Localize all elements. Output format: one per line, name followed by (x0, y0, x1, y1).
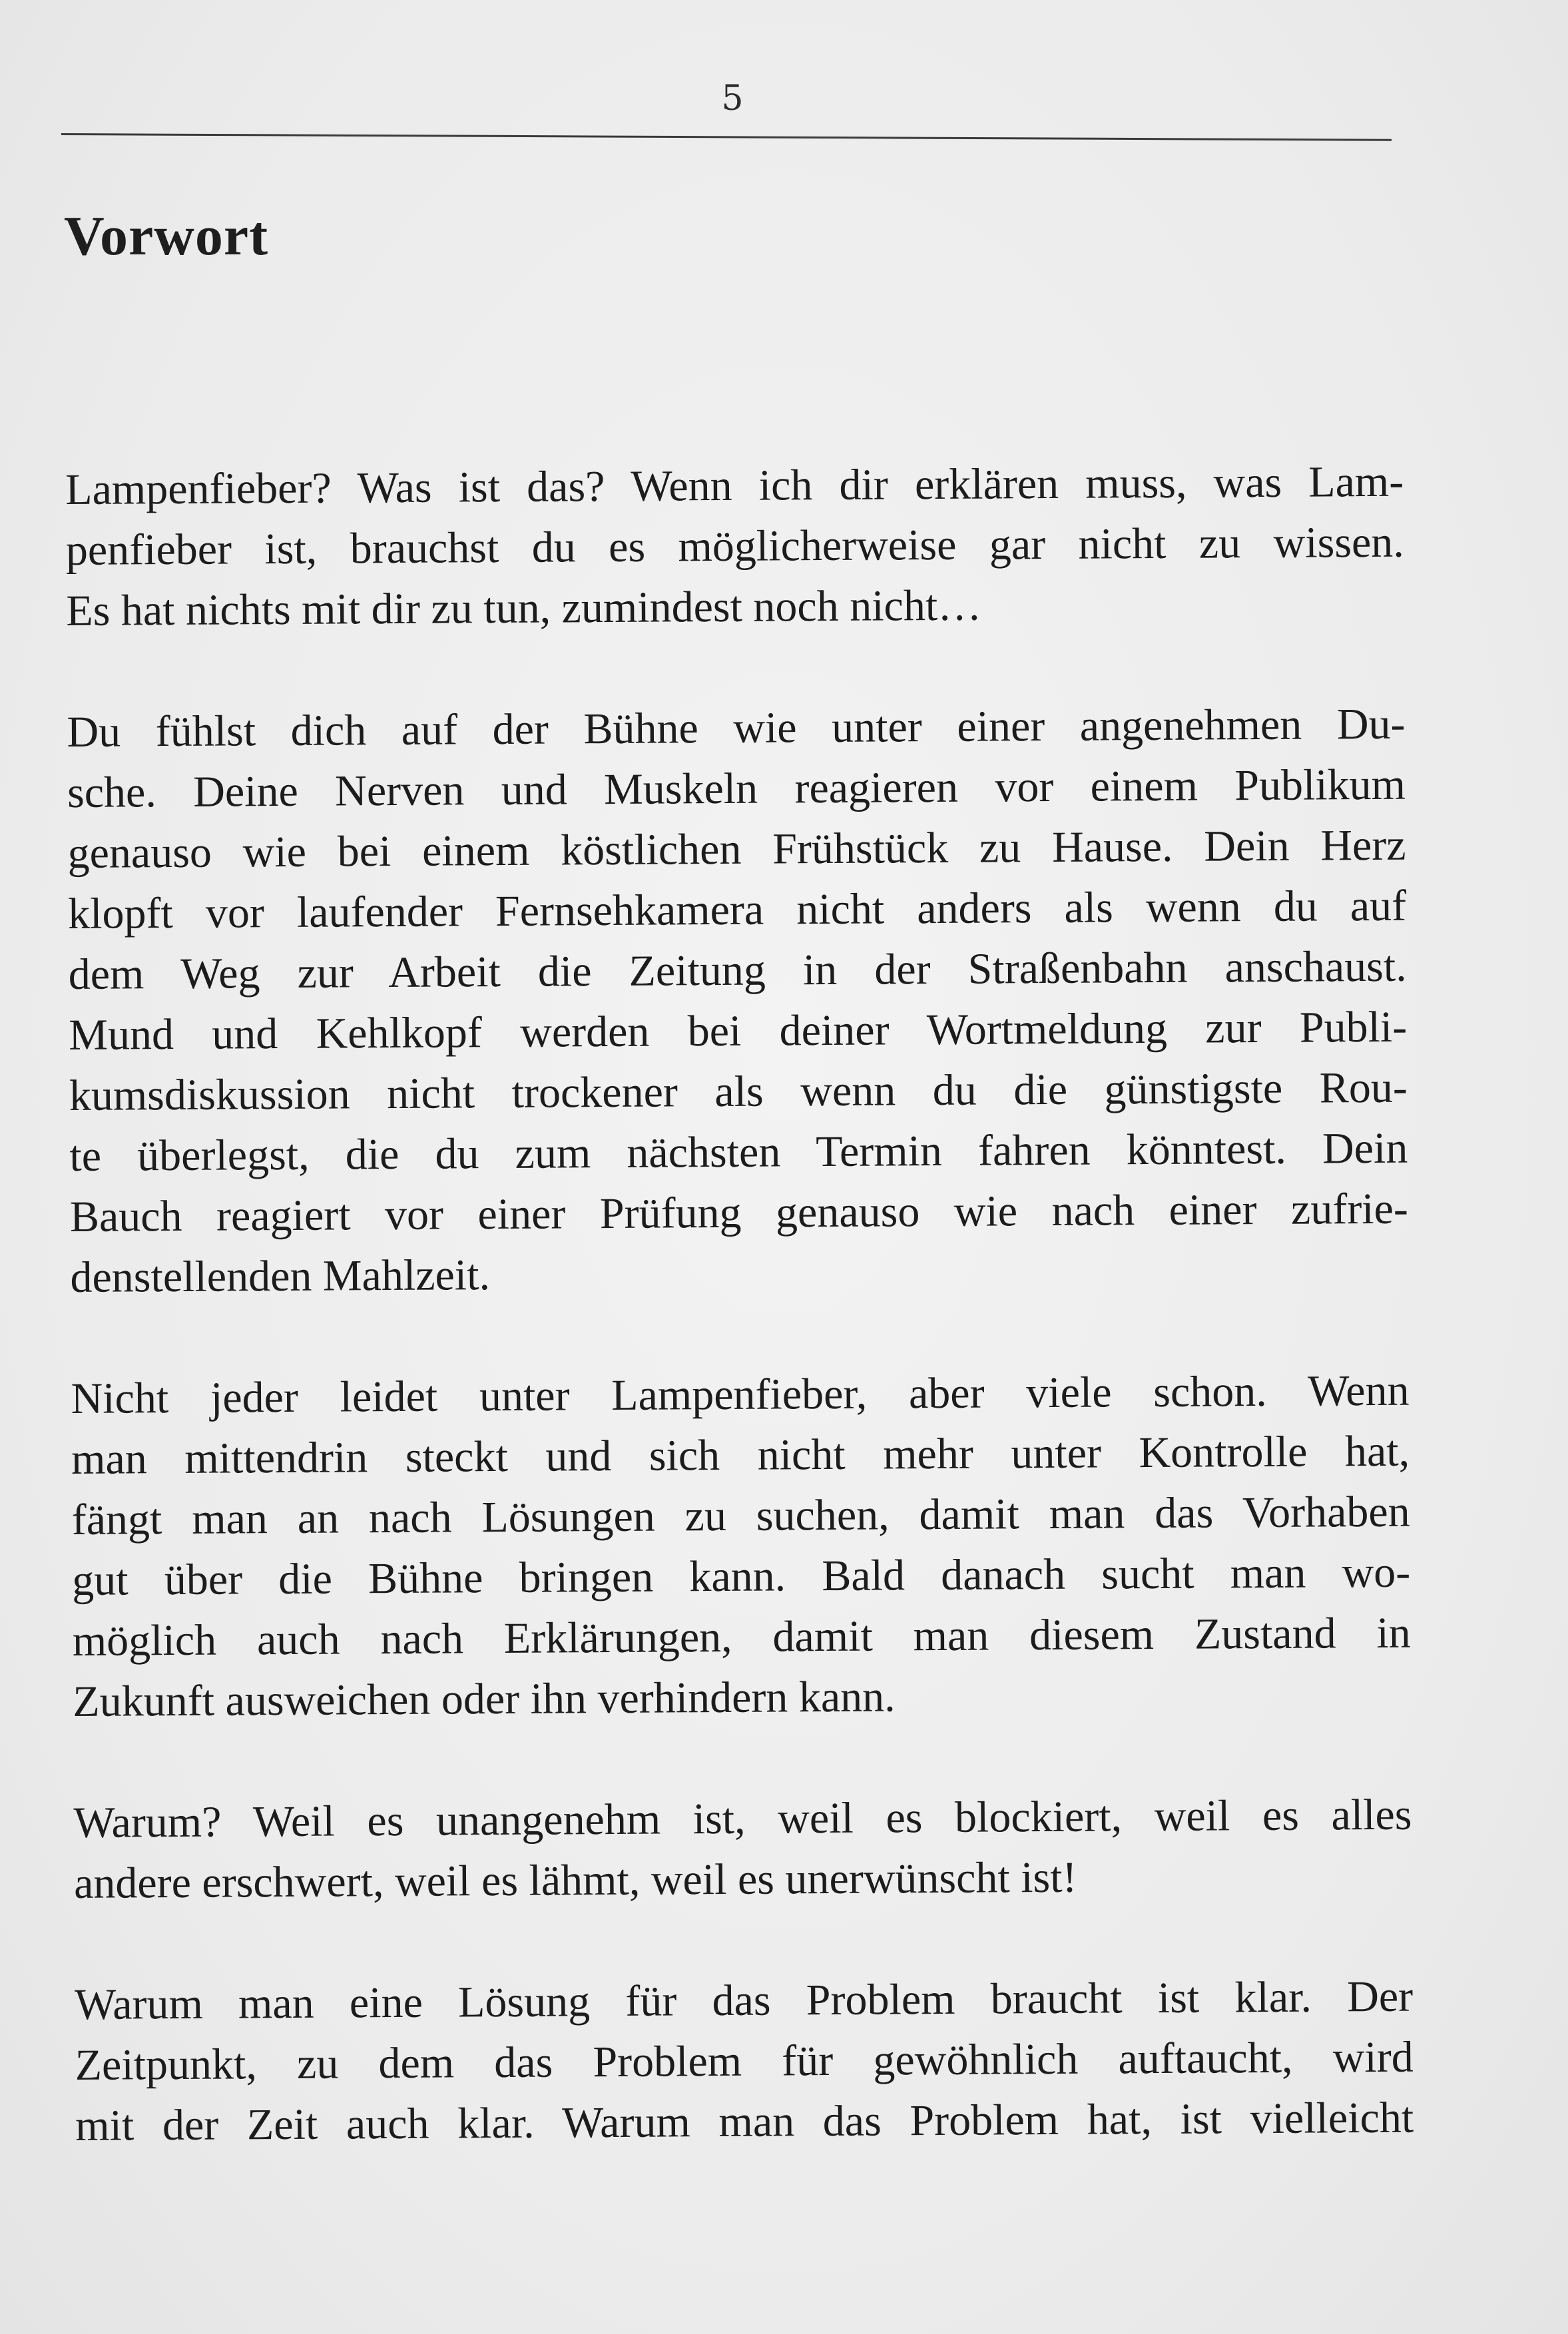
text-line: dem Weg zur Arbeit die Zeitung in der Straßenbahn anschaust. (68, 942, 1407, 999)
text-line: klopft vor laufender Fernsehkamera nicht anders als wenn du auf (67, 881, 1407, 938)
text-line: Nicht jeder leidet unter Lampenfieber, aber viele schon. Wenn (71, 1366, 1410, 1423)
text-line: kumsdiskussion nicht trockener als wenn du die günstigste Rou- (69, 1063, 1408, 1120)
text-line: fängt man an nach Lösungen zu suchen, damit man das Vorhaben (71, 1487, 1410, 1544)
paragraph-5 (75, 1966, 1414, 2156)
text-line: Zukunft ausweichen oder ihn verhindern kann. (73, 1672, 896, 1726)
text-line: penfieber ist, brauchst du es möglicherweise gar nicht zu wissen. (65, 517, 1405, 575)
text-line: Lampenfieber? Was ist das? Wenn ich dir erklären muss, was Lam- (65, 457, 1404, 514)
chapter-title: Vorwort (64, 205, 269, 267)
text-line: Du fühlst dich auf der Bühne wie unter einer angenehmen Du- (67, 699, 1406, 756)
text-line: man mittendrin steckt und sich nicht mehr unter Kontrolle hat, (71, 1426, 1410, 1484)
paragraph-4 (73, 1785, 1412, 1914)
text-line: Warum? Weil es unangenehm ist, weil es blockiert, weil es alles (73, 1790, 1412, 1847)
text-line: Bauch reagiert vor einer Prüfung genauso wie nach einer zufrie- (69, 1184, 1409, 1241)
text-line: Zeitpunkt, zu dem das Problem für gewöhnlich auftaucht, wird (75, 2032, 1414, 2090)
text-line: Warum man eine Lösung für das Problem braucht ist klar. Der (74, 1972, 1414, 2029)
paragraph-3 (71, 1360, 1411, 1732)
text-line: andere erschwert, weil es lähmt, weil es unerwünscht ist! (73, 1853, 1077, 1908)
text-line: mit der Zeit auch klar. Warum man das Problem hat, ist vielleicht (75, 2093, 1414, 2150)
text-line: genauso wie bei einem köstlichen Frühstück zu Hause. Dein Herz (67, 820, 1406, 878)
text-line: Es hat nichts mit dir zu tun, zumindest noch nicht… (66, 581, 982, 635)
paragraph-2 (67, 694, 1409, 1308)
text-line: gut über die Bühne bringen kann. Bald danach sucht man wo- (72, 1548, 1411, 1605)
text-line: denstellenden Mahlzeit. (70, 1251, 491, 1302)
text-line: möglich auch nach Erklärungen, damit man diesem Zustand in (72, 1608, 1412, 1665)
text-line: Mund und Kehlkopf werden bei deiner Wortmeldung zur Publi- (69, 1002, 1408, 1059)
body-text (65, 451, 1414, 2217)
header-rule (61, 133, 1392, 141)
text-line: sche. Deine Nerven und Muskeln reagieren vor einem Publikum (67, 760, 1406, 817)
page-number: 5 (721, 79, 744, 119)
text-line: te überlegst, die du zum nächsten Termin fahren könntest. Dein (69, 1123, 1408, 1181)
paragraph-1 (65, 451, 1405, 641)
